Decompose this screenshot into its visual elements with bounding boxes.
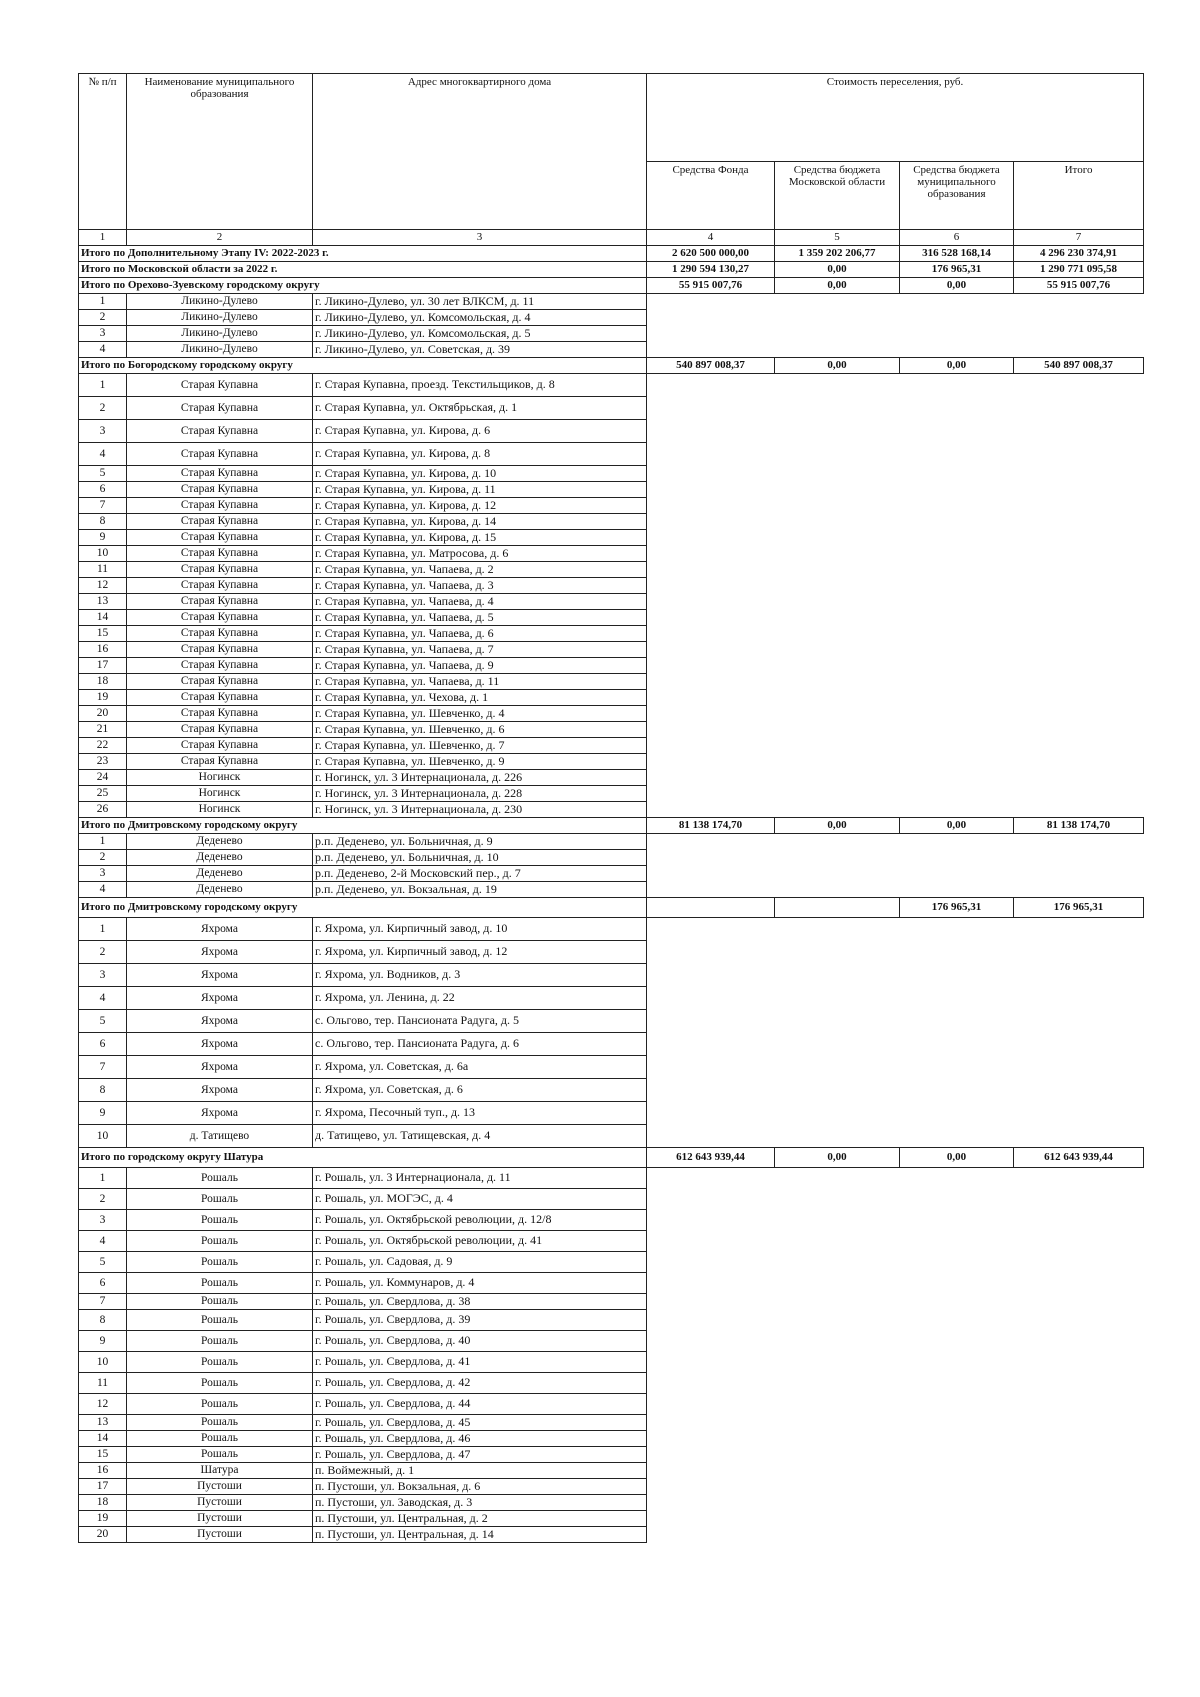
row-address: г. Рошаль, ул. Садовая, д. 9 bbox=[313, 1252, 647, 1273]
section-total-mo: 0,00 bbox=[775, 262, 900, 278]
row-address: г. Рошаль, ул. Коммунаров, д. 4 bbox=[313, 1273, 647, 1294]
row-number: 17 bbox=[79, 1479, 127, 1495]
row-number: 4 bbox=[79, 882, 127, 898]
row-number: 20 bbox=[79, 1527, 127, 1543]
resettlement-cost-table bbox=[78, 73, 1144, 1543]
row-address: г. Рошаль, ул. Октябрьской революции, д. 41 bbox=[313, 1231, 647, 1252]
row-municipality: Рошаль bbox=[127, 1373, 313, 1394]
row-address: г. Рошаль, ул. Свердлова, д. 38 bbox=[313, 1294, 647, 1310]
row-number: 7 bbox=[79, 1294, 127, 1310]
column-number: 2 bbox=[127, 230, 313, 246]
row-number: 3 bbox=[79, 1210, 127, 1231]
header-col-address: Адрес многоквартирного дома bbox=[313, 74, 647, 230]
row-address: г. Старая Купавна, ул. Чапаева, д. 5 bbox=[313, 610, 647, 626]
row-municipality: Рошаль bbox=[127, 1310, 313, 1331]
row-number: 23 bbox=[79, 754, 127, 770]
row-address: с. Ольгово, тер. Пансионата Радуга, д. 5 bbox=[313, 1010, 647, 1033]
row-number: 6 bbox=[79, 1273, 127, 1294]
row-number: 6 bbox=[79, 482, 127, 498]
row-address: г. Рошаль, ул. Свердлова, д. 44 bbox=[313, 1394, 647, 1415]
row-municipality: Рошаль bbox=[127, 1168, 313, 1189]
row-municipality: Деденево bbox=[127, 850, 313, 866]
row-number: 17 bbox=[79, 658, 127, 674]
row-number: 2 bbox=[79, 397, 127, 420]
row-address: г. Старая Купавна, проезд. Текстильщиков, д. 8 bbox=[313, 374, 647, 397]
row-number: 11 bbox=[79, 562, 127, 578]
section-total-total: 540 897 008,37 bbox=[1014, 358, 1144, 374]
row-number: 4 bbox=[79, 443, 127, 466]
row-municipality: Рошаль bbox=[127, 1210, 313, 1231]
section-total-total: 612 643 939,44 bbox=[1014, 1148, 1144, 1168]
row-number: 8 bbox=[79, 514, 127, 530]
row-number: 4 bbox=[79, 1231, 127, 1252]
row-number: 16 bbox=[79, 642, 127, 658]
row-address: п. Пустоши, ул. Вокзальная, д. 6 bbox=[313, 1479, 647, 1495]
row-number: 10 bbox=[79, 546, 127, 562]
row-municipality: Ногинск bbox=[127, 786, 313, 802]
row-number: 15 bbox=[79, 626, 127, 642]
row-municipality: Рошаль bbox=[127, 1394, 313, 1415]
row-municipality: Рошаль bbox=[127, 1189, 313, 1210]
row-address: п. Пустоши, ул. Центральная, д. 14 bbox=[313, 1527, 647, 1543]
row-municipality: Старая Купавна bbox=[127, 594, 313, 610]
column-number: 6 bbox=[900, 230, 1014, 246]
header-col-mun-budget: Средства бюджета муниципального образования bbox=[900, 162, 1014, 230]
row-municipality: Рошаль bbox=[127, 1252, 313, 1273]
row-number: 24 bbox=[79, 770, 127, 786]
row-municipality: Ликино-Дулево bbox=[127, 326, 313, 342]
section-total-row bbox=[79, 898, 1144, 918]
section-total-label: Итого по Московской области за 2022 г. bbox=[79, 262, 647, 278]
header-col-total: Итого bbox=[1014, 162, 1144, 230]
row-address: с. Ольгово, тер. Пансионата Радуга, д. 6 bbox=[313, 1033, 647, 1056]
empty-cost-area bbox=[647, 294, 1144, 358]
row-address: г. Старая Купавна, ул. Чапаева, д. 9 bbox=[313, 658, 647, 674]
section-total-fund: 1 290 594 130,27 bbox=[647, 262, 775, 278]
row-number: 8 bbox=[79, 1079, 127, 1102]
row-municipality: Старая Купавна bbox=[127, 754, 313, 770]
section-total-mun: 176 965,31 bbox=[900, 262, 1014, 278]
row-address: г. Рошаль, ул. Свердлова, д. 46 bbox=[313, 1431, 647, 1447]
row-municipality: Старая Купавна bbox=[127, 738, 313, 754]
row-municipality: Рошаль bbox=[127, 1415, 313, 1431]
row-municipality: Яхрома bbox=[127, 1102, 313, 1125]
section-total-fund: 612 643 939,44 bbox=[647, 1148, 775, 1168]
column-number: 3 bbox=[313, 230, 647, 246]
row-address: г. Яхрома, Песочный туп., д. 13 bbox=[313, 1102, 647, 1125]
row-municipality: д. Татищево bbox=[127, 1125, 313, 1148]
section-total-label: Итого по Дмитровскому городскому округу bbox=[79, 898, 647, 918]
row-number: 4 bbox=[79, 342, 127, 358]
empty-cost-area bbox=[647, 374, 1144, 818]
row-number: 13 bbox=[79, 594, 127, 610]
row-number: 14 bbox=[79, 610, 127, 626]
row-address: г. Старая Купавна, ул. Чапаева, д. 6 bbox=[313, 626, 647, 642]
section-total-row bbox=[79, 818, 1144, 834]
row-address: г. Старая Купавна, ул. Чапаева, д. 4 bbox=[313, 594, 647, 610]
row-municipality: Старая Купавна bbox=[127, 658, 313, 674]
column-number: 1 bbox=[79, 230, 127, 246]
row-municipality: Старая Купавна bbox=[127, 466, 313, 482]
row-number: 19 bbox=[79, 690, 127, 706]
row-municipality: Старая Купавна bbox=[127, 642, 313, 658]
row-municipality: Пустоши bbox=[127, 1495, 313, 1511]
row-municipality: Деденево bbox=[127, 866, 313, 882]
section-total-total: 176 965,31 bbox=[1014, 898, 1144, 918]
row-number: 7 bbox=[79, 1056, 127, 1079]
row-municipality: Пустоши bbox=[127, 1511, 313, 1527]
row-address: г. Старая Купавна, ул. Шевченко, д. 9 bbox=[313, 754, 647, 770]
header-col-number: № п/п bbox=[79, 74, 127, 230]
row-address: г. Рошаль, ул. Свердлова, д. 39 bbox=[313, 1310, 647, 1331]
row-number: 18 bbox=[79, 674, 127, 690]
row-municipality: Старая Купавна bbox=[127, 420, 313, 443]
row-number: 5 bbox=[79, 466, 127, 482]
row-address: п. Пустоши, ул. Центральная, д. 2 bbox=[313, 1511, 647, 1527]
row-number: 9 bbox=[79, 1102, 127, 1125]
row-municipality: Старая Купавна bbox=[127, 562, 313, 578]
row-municipality: Старая Купавна bbox=[127, 706, 313, 722]
section-total-mun: 0,00 bbox=[900, 818, 1014, 834]
row-address: г. Старая Купавна, ул. Кирова, д. 14 bbox=[313, 514, 647, 530]
row-municipality: Ликино-Дулево bbox=[127, 310, 313, 326]
section-total-fund: 2 620 500 000,00 bbox=[647, 246, 775, 262]
row-municipality: Старая Купавна bbox=[127, 374, 313, 397]
row-municipality: Старая Купавна bbox=[127, 397, 313, 420]
table-row bbox=[79, 834, 1144, 850]
row-address: г. Ногинск, ул. 3 Интернационала, д. 230 bbox=[313, 802, 647, 818]
row-municipality: Старая Купавна bbox=[127, 722, 313, 738]
row-number: 5 bbox=[79, 1252, 127, 1273]
row-municipality: Яхрома bbox=[127, 1056, 313, 1079]
row-address: г. Старая Купавна, ул. Шевченко, д. 7 bbox=[313, 738, 647, 754]
row-number: 2 bbox=[79, 850, 127, 866]
table-row bbox=[79, 1168, 1144, 1189]
section-total-label: Итого по Дополнительному Этапу IV: 2022-2023 г. bbox=[79, 246, 647, 262]
row-municipality: Яхрома bbox=[127, 941, 313, 964]
row-address: г. Яхрома, ул. Кирпичный завод, д. 12 bbox=[313, 941, 647, 964]
row-address: г. Рошаль, ул. Свердлова, д. 47 bbox=[313, 1447, 647, 1463]
row-municipality: Старая Купавна bbox=[127, 674, 313, 690]
row-address: г. Яхрома, ул. Кирпичный завод, д. 10 bbox=[313, 918, 647, 941]
section-total-row bbox=[79, 246, 1144, 262]
row-number: 3 bbox=[79, 964, 127, 987]
resettlement-table-sheet bbox=[78, 73, 1143, 1543]
row-number: 6 bbox=[79, 1033, 127, 1056]
row-address: г. Старая Купавна, ул. Кирова, д. 6 bbox=[313, 420, 647, 443]
section-total-mun: 0,00 bbox=[900, 358, 1014, 374]
row-number: 7 bbox=[79, 498, 127, 514]
section-total-row bbox=[79, 1148, 1144, 1168]
row-number: 3 bbox=[79, 420, 127, 443]
row-municipality: Яхрома bbox=[127, 1079, 313, 1102]
row-municipality: Рошаль bbox=[127, 1431, 313, 1447]
row-address: г. Старая Купавна, ул. Кирова, д. 12 bbox=[313, 498, 647, 514]
row-address: г. Яхрома, ул. Советская, д. 6а bbox=[313, 1056, 647, 1079]
row-number: 3 bbox=[79, 326, 127, 342]
row-number: 5 bbox=[79, 1010, 127, 1033]
row-address: п. Пустоши, ул. Заводская, д. 3 bbox=[313, 1495, 647, 1511]
row-number: 1 bbox=[79, 1168, 127, 1189]
row-municipality: Старая Купавна bbox=[127, 626, 313, 642]
row-number: 13 bbox=[79, 1415, 127, 1431]
row-number: 16 bbox=[79, 1463, 127, 1479]
row-address: г. Старая Купавна, ул. Кирова, д. 15 bbox=[313, 530, 647, 546]
row-number: 2 bbox=[79, 941, 127, 964]
section-total-row bbox=[79, 278, 1144, 294]
row-municipality: Яхрома bbox=[127, 987, 313, 1010]
row-number: 10 bbox=[79, 1352, 127, 1373]
row-address: г. Рошаль, ул. Свердлова, д. 41 bbox=[313, 1352, 647, 1373]
row-number: 20 bbox=[79, 706, 127, 722]
row-municipality: Яхрома bbox=[127, 1010, 313, 1033]
row-address: г. Старая Купавна, ул. Чапаева, д. 7 bbox=[313, 642, 647, 658]
column-number: 7 bbox=[1014, 230, 1144, 246]
row-address: г. Рошаль, ул. Свердлова, д. 42 bbox=[313, 1373, 647, 1394]
row-number: 4 bbox=[79, 987, 127, 1010]
row-address: г. Старая Купавна, ул. Чапаева, д. 3 bbox=[313, 578, 647, 594]
row-municipality: Старая Купавна bbox=[127, 530, 313, 546]
row-number: 12 bbox=[79, 578, 127, 594]
section-total-mo: 1 359 202 206,77 bbox=[775, 246, 900, 262]
table-row bbox=[79, 374, 1144, 397]
row-municipality: Ликино-Дулево bbox=[127, 294, 313, 310]
row-municipality: Яхрома bbox=[127, 918, 313, 941]
column-number: 5 bbox=[775, 230, 900, 246]
table-row bbox=[79, 294, 1144, 310]
row-number: 1 bbox=[79, 834, 127, 850]
section-total-total: 4 296 230 374,91 bbox=[1014, 246, 1144, 262]
section-total-label: Итого по городскому округу Шатура bbox=[79, 1148, 647, 1168]
row-number: 14 bbox=[79, 1431, 127, 1447]
row-address: г. Ликино-Дулево, ул. Комсомольская, д. 4 bbox=[313, 310, 647, 326]
row-address: г. Ногинск, ул. 3 Интернационала, д. 226 bbox=[313, 770, 647, 786]
row-number: 9 bbox=[79, 530, 127, 546]
table-row bbox=[79, 918, 1144, 941]
section-total-row bbox=[79, 262, 1144, 278]
row-number: 10 bbox=[79, 1125, 127, 1148]
row-number: 12 bbox=[79, 1394, 127, 1415]
row-number: 15 bbox=[79, 1447, 127, 1463]
row-municipality: Ногинск bbox=[127, 802, 313, 818]
section-total-label: Итого по Орехово-Зуевскому городскому округу bbox=[79, 278, 647, 294]
section-total-label: Итого по Дмитровскому городскому округу bbox=[79, 818, 647, 834]
section-total-mun: 0,00 bbox=[900, 1148, 1014, 1168]
row-municipality: Ликино-Дулево bbox=[127, 342, 313, 358]
row-number: 22 bbox=[79, 738, 127, 754]
row-address: г. Старая Купавна, ул. Шевченко, д. 6 bbox=[313, 722, 647, 738]
header-col-municipality: Наименование муниципального образования bbox=[127, 74, 313, 230]
row-number: 25 bbox=[79, 786, 127, 802]
row-number: 19 bbox=[79, 1511, 127, 1527]
row-municipality: Рошаль bbox=[127, 1273, 313, 1294]
section-total-mo: 0,00 bbox=[775, 358, 900, 374]
row-number: 26 bbox=[79, 802, 127, 818]
section-total-mo: 0,00 bbox=[775, 1148, 900, 1168]
row-municipality: Рошаль bbox=[127, 1231, 313, 1252]
section-total-total: 81 138 174,70 bbox=[1014, 818, 1144, 834]
row-address: г. Ликино-Дулево, ул. Советская, д. 39 bbox=[313, 342, 647, 358]
row-address: г. Рошаль, ул. Октябрьской революции, д. 12/8 bbox=[313, 1210, 647, 1231]
row-municipality: Старая Купавна bbox=[127, 610, 313, 626]
row-address: г. Ногинск, ул. 3 Интернационала, д. 228 bbox=[313, 786, 647, 802]
row-number: 3 bbox=[79, 866, 127, 882]
row-municipality: Старая Купавна bbox=[127, 443, 313, 466]
section-total-total: 55 915 007,76 bbox=[1014, 278, 1144, 294]
row-address: р.п. Деденево, 2-й Московский пер., д. 7 bbox=[313, 866, 647, 882]
section-total-mo: 0,00 bbox=[775, 818, 900, 834]
row-municipality: Пустоши bbox=[127, 1527, 313, 1543]
row-address: г. Старая Купавна, ул. Кирова, д. 8 bbox=[313, 443, 647, 466]
row-address: р.п. Деденево, ул. Больничная, д. 10 bbox=[313, 850, 647, 866]
header-col-cost: Стоимость переселения, руб. bbox=[647, 74, 1144, 162]
row-address: г. Рошаль, ул. 3 Интернационала, д. 11 bbox=[313, 1168, 647, 1189]
row-address: р.п. Деденево, ул. Вокзальная, д. 19 bbox=[313, 882, 647, 898]
row-number: 2 bbox=[79, 1189, 127, 1210]
row-municipality: Старая Купавна bbox=[127, 514, 313, 530]
column-number: 4 bbox=[647, 230, 775, 246]
row-number: 18 bbox=[79, 1495, 127, 1511]
section-total-label: Итого по Богородскому городскому округу bbox=[79, 358, 647, 374]
row-municipality: Старая Купавна bbox=[127, 546, 313, 562]
row-address: г. Старая Купавна, ул. Матросова, д. 6 bbox=[313, 546, 647, 562]
section-total-mun: 316 528 168,14 bbox=[900, 246, 1014, 262]
row-municipality: Старая Купавна bbox=[127, 690, 313, 706]
row-address: г. Ликино-Дулево, ул. 30 лет ВЛКСМ, д. 11 bbox=[313, 294, 647, 310]
row-address: г. Яхрома, ул. Водников, д. 3 bbox=[313, 964, 647, 987]
header-col-mo-budget: Средства бюджета Московской области bbox=[775, 162, 900, 230]
section-total-fund: 540 897 008,37 bbox=[647, 358, 775, 374]
row-address: г. Старая Купавна, ул. Кирова, д. 10 bbox=[313, 466, 647, 482]
row-municipality: Старая Купавна bbox=[127, 578, 313, 594]
section-total-total: 1 290 771 095,58 bbox=[1014, 262, 1144, 278]
row-municipality: Рошаль bbox=[127, 1331, 313, 1352]
row-municipality: Яхрома bbox=[127, 964, 313, 987]
row-address: г. Старая Купавна, ул. Чапаева, д. 11 bbox=[313, 674, 647, 690]
section-total-mun: 176 965,31 bbox=[900, 898, 1014, 918]
row-address: г. Яхрома, ул. Советская, д. 6 bbox=[313, 1079, 647, 1102]
row-address: г. Старая Купавна, ул. Кирова, д. 11 bbox=[313, 482, 647, 498]
row-municipality: Ногинск bbox=[127, 770, 313, 786]
row-number: 1 bbox=[79, 918, 127, 941]
row-number: 8 bbox=[79, 1310, 127, 1331]
header-col-fund: Средства Фонда bbox=[647, 162, 775, 230]
row-municipality: Старая Купавна bbox=[127, 482, 313, 498]
section-total-row bbox=[79, 358, 1144, 374]
row-number: 1 bbox=[79, 294, 127, 310]
empty-cost-area bbox=[647, 918, 1144, 1148]
row-number: 1 bbox=[79, 374, 127, 397]
row-address: г. Яхрома, ул. Ленина, д. 22 bbox=[313, 987, 647, 1010]
row-municipality: Шатура bbox=[127, 1463, 313, 1479]
row-number: 21 bbox=[79, 722, 127, 738]
section-total-mo: 0,00 bbox=[775, 278, 900, 294]
row-municipality: Яхрома bbox=[127, 1033, 313, 1056]
section-total-mo bbox=[775, 898, 900, 918]
row-address: г. Старая Купавна, ул. Чехова, д. 1 bbox=[313, 690, 647, 706]
row-municipality: Рошаль bbox=[127, 1352, 313, 1373]
row-address: д. Татищево, ул. Татищевская, д. 4 bbox=[313, 1125, 647, 1148]
row-municipality: Рошаль bbox=[127, 1447, 313, 1463]
row-number: 9 bbox=[79, 1331, 127, 1352]
row-address: п. Воймежный, д. 1 bbox=[313, 1463, 647, 1479]
row-address: г. Рошаль, ул. МОГЭС, д. 4 bbox=[313, 1189, 647, 1210]
section-total-fund: 81 138 174,70 bbox=[647, 818, 775, 834]
row-address: г. Рошаль, ул. Свердлова, д. 40 bbox=[313, 1331, 647, 1352]
row-municipality: Пустоши bbox=[127, 1479, 313, 1495]
row-municipality: Деденево bbox=[127, 834, 313, 850]
row-address: г. Старая Купавна, ул. Октябрьская, д. 1 bbox=[313, 397, 647, 420]
empty-cost-area bbox=[647, 1168, 1144, 1543]
section-total-fund bbox=[647, 898, 775, 918]
row-municipality: Старая Купавна bbox=[127, 498, 313, 514]
row-address: г. Старая Купавна, ул. Чапаева, д. 2 bbox=[313, 562, 647, 578]
row-address: р.п. Деденево, ул. Больничная, д. 9 bbox=[313, 834, 647, 850]
row-number: 11 bbox=[79, 1373, 127, 1394]
section-total-mun: 0,00 bbox=[900, 278, 1014, 294]
empty-cost-area bbox=[647, 834, 1144, 898]
row-address: г. Рошаль, ул. Свердлова, д. 45 bbox=[313, 1415, 647, 1431]
row-municipality: Деденево bbox=[127, 882, 313, 898]
row-number: 2 bbox=[79, 310, 127, 326]
section-total-fund: 55 915 007,76 bbox=[647, 278, 775, 294]
row-municipality: Рошаль bbox=[127, 1294, 313, 1310]
row-address: г. Ликино-Дулево, ул. Комсомольская, д. 5 bbox=[313, 326, 647, 342]
row-address: г. Старая Купавна, ул. Шевченко, д. 4 bbox=[313, 706, 647, 722]
